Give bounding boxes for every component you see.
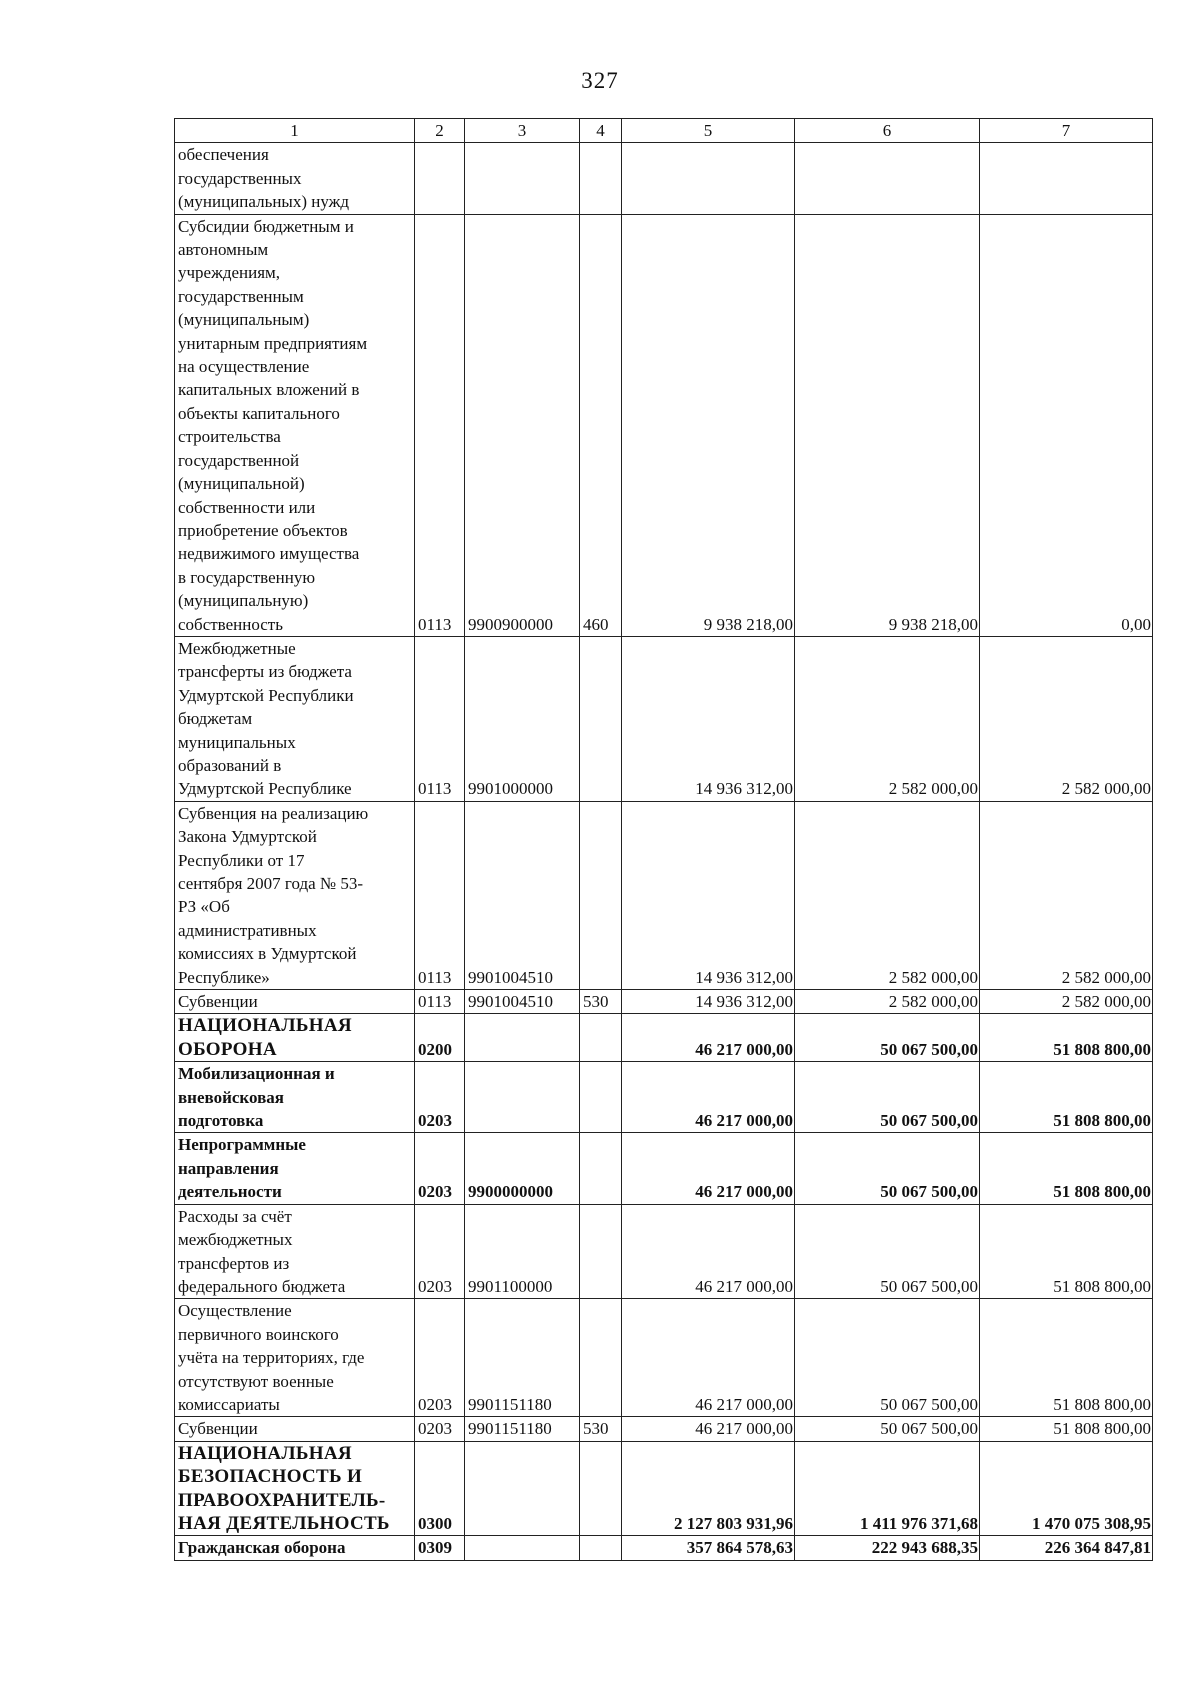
row-name-line: (муниципальной) xyxy=(178,474,305,494)
row-name-line: недвижимого имущества xyxy=(178,544,360,564)
target-article-cell: 9901004510 xyxy=(465,990,580,1014)
expense-type-cell xyxy=(580,636,622,801)
row-name-cell xyxy=(175,1299,415,1417)
row-name-line: НАЯ ДЕЯТЕЛЬНОСТЬ xyxy=(178,1512,390,1534)
row-name-line: образований в xyxy=(178,755,282,775)
row-name-line: ПРАВООХРАНИТЕЛЬ- xyxy=(178,1489,386,1511)
row-name-line: Республики от 17 xyxy=(178,850,305,870)
row-name-line: отсутствуют военные xyxy=(178,1371,334,1391)
row-name-cell xyxy=(175,990,415,1014)
amount-year2-cell: 50 067 500,00 xyxy=(795,1417,980,1441)
table-row xyxy=(175,1441,1153,1536)
amount-year1-cell: 46 217 000,00 xyxy=(622,1133,795,1204)
row-name-line: государственной xyxy=(178,450,300,470)
amount-year2-cell: 2 582 000,00 xyxy=(795,636,980,801)
expense-type-cell xyxy=(580,143,622,214)
amount-year1-cell: 2 127 803 931,96 xyxy=(622,1441,795,1536)
row-name-line: Межбюджетные xyxy=(178,638,296,658)
section-code-cell: 0113 xyxy=(415,214,465,636)
amount-year3-cell: 226 364 847,81 xyxy=(980,1536,1153,1560)
section-code-cell: 0200 xyxy=(415,1014,465,1062)
amount-year2-cell: 50 067 500,00 xyxy=(795,1014,980,1062)
amount-year2-cell: 50 067 500,00 xyxy=(795,1062,980,1133)
row-name-cell xyxy=(175,1062,415,1133)
page-number: 327 xyxy=(581,68,619,93)
row-name-line: строительства xyxy=(178,427,281,447)
section-code-cell: 0300 xyxy=(415,1441,465,1536)
row-name-line: первичного воинского xyxy=(178,1324,339,1344)
expense-type-cell xyxy=(580,801,622,989)
row-name-line: учёта на территориях, где xyxy=(178,1348,365,1368)
amount-year3-cell: 0,00 xyxy=(980,214,1153,636)
amount-year2-cell: 50 067 500,00 xyxy=(795,1299,980,1417)
amount-year1-cell: 46 217 000,00 xyxy=(622,1204,795,1299)
row-name-line: Непрограммные xyxy=(178,1135,306,1155)
expense-type-cell xyxy=(580,1014,622,1062)
row-name-line: (муниципальную) xyxy=(178,591,309,611)
expense-type-cell: 460 xyxy=(580,214,622,636)
row-name-line: на осуществление xyxy=(178,357,310,377)
row-name-line: сентября 2007 года № 53- xyxy=(178,874,364,893)
target-article-cell: 9901151180 xyxy=(465,1299,580,1417)
table-row xyxy=(175,1204,1153,1299)
target-article-cell xyxy=(465,1014,580,1062)
amount-year1-cell: 9 938 218,00 xyxy=(622,214,795,636)
section-code-cell: 0203 xyxy=(415,1299,465,1417)
row-name-line: автономным xyxy=(178,240,269,260)
row-name-line: направления xyxy=(178,1158,279,1178)
row-name-cell xyxy=(175,636,415,801)
amount-year3-cell: 51 808 800,00 xyxy=(980,1133,1153,1204)
section-code-cell xyxy=(415,143,465,214)
target-article-cell: 9901000000 xyxy=(465,636,580,801)
row-name-cell xyxy=(175,143,415,214)
row-name-line: в государственную xyxy=(178,567,316,587)
row-name-line: Закона Удмуртской xyxy=(178,827,317,847)
row-name-line: Расходы за счёт xyxy=(178,1206,292,1226)
table-row xyxy=(175,214,1153,636)
row-name-line: федерального бюджета xyxy=(178,1276,346,1296)
expense-type-cell xyxy=(580,1133,622,1204)
amount-year3-cell: 2 582 000,00 xyxy=(980,801,1153,989)
row-name-cell xyxy=(175,214,415,636)
section-code-cell: 0203 xyxy=(415,1133,465,1204)
column-header: 3 xyxy=(465,119,580,143)
row-name-line: трансферты из бюджета xyxy=(178,662,352,682)
row-name-line: комиссиях в Удмуртской xyxy=(178,944,357,964)
amount-year3-cell: 51 808 800,00 xyxy=(980,1062,1153,1133)
row-name-line: муниципальных xyxy=(178,732,296,752)
amount-year3-cell: 51 808 800,00 xyxy=(980,1299,1153,1417)
amount-year3-cell: 2 582 000,00 xyxy=(980,990,1153,1014)
table-row xyxy=(175,636,1153,801)
row-name-line: Гражданская оборона xyxy=(178,1538,346,1558)
expense-type-cell: 530 xyxy=(580,990,622,1014)
row-name-line: Осуществление xyxy=(178,1301,292,1321)
row-name-cell xyxy=(175,1014,415,1062)
amount-year1-cell: 46 217 000,00 xyxy=(622,1417,795,1441)
row-name-line: РЗ «Об xyxy=(178,897,230,917)
table-row xyxy=(175,1299,1153,1417)
section-code-cell: 0113 xyxy=(415,636,465,801)
amount-year2-cell: 50 067 500,00 xyxy=(795,1133,980,1204)
row-name-line: бюджетам xyxy=(178,709,253,729)
column-header: 7 xyxy=(980,119,1153,143)
amount-year3-cell: 51 808 800,00 xyxy=(980,1014,1153,1062)
column-header: 2 xyxy=(415,119,465,143)
row-name-line: учреждениям, xyxy=(178,263,281,283)
expense-type-cell xyxy=(580,1204,622,1299)
row-name-cell xyxy=(175,1133,415,1204)
amount-year3-cell: 1 470 075 308,95 xyxy=(980,1441,1153,1536)
row-name-line: Удмуртской Республике xyxy=(178,779,352,799)
section-code-cell: 0309 xyxy=(415,1536,465,1560)
amount-year2-cell: 222 943 688,35 xyxy=(795,1536,980,1560)
section-code-cell: 0203 xyxy=(415,1417,465,1441)
expense-type-cell xyxy=(580,1536,622,1560)
amount-year1-cell: 14 936 312,00 xyxy=(622,636,795,801)
target-article-cell: 9901151180 xyxy=(465,1417,580,1441)
row-name-line: капитальных вложений в xyxy=(178,380,360,400)
row-name-line: (муниципальных) нужд xyxy=(178,192,350,212)
table-row xyxy=(175,990,1153,1014)
row-name-line: НАЦИОНАЛЬНАЯ xyxy=(178,1442,352,1464)
amount-year1-cell: 46 217 000,00 xyxy=(622,1062,795,1133)
target-article-cell: 9900000000 xyxy=(465,1133,580,1204)
row-name-line: Республике» xyxy=(178,967,270,987)
amount-year2-cell xyxy=(795,143,980,214)
row-name-line: обеспечения xyxy=(178,145,269,165)
row-name-line: БЕЗОПАСНОСТЬ И xyxy=(178,1466,363,1488)
target-article-cell xyxy=(465,1062,580,1133)
row-name-line: собственность xyxy=(178,614,283,634)
amount-year2-cell: 2 582 000,00 xyxy=(795,990,980,1014)
table-body xyxy=(175,119,1153,1561)
row-name-line: Удмуртской Республики xyxy=(178,685,354,705)
amount-year2-cell: 50 067 500,00 xyxy=(795,1204,980,1299)
row-name-line: деятельности xyxy=(178,1182,282,1202)
target-article-cell xyxy=(465,1536,580,1560)
expense-type-cell: 530 xyxy=(580,1417,622,1441)
row-name-line: собственности или xyxy=(178,497,316,517)
amount-year1-cell: 46 217 000,00 xyxy=(622,1299,795,1417)
row-name-line: государственным xyxy=(178,286,304,306)
table-row xyxy=(175,1062,1153,1133)
row-name-line: трансфертов из xyxy=(178,1253,290,1273)
row-name-line: комиссариаты xyxy=(178,1394,280,1414)
row-name-line: административных xyxy=(178,920,317,940)
row-name-line: межбюджетных xyxy=(178,1230,293,1250)
target-article-cell xyxy=(465,1441,580,1536)
row-name-cell xyxy=(175,801,415,989)
target-article-cell xyxy=(465,143,580,214)
amount-year1-cell: 357 864 578,63 xyxy=(622,1536,795,1560)
expense-type-cell xyxy=(580,1441,622,1536)
row-name-line: НАЦИОНАЛЬНАЯ xyxy=(178,1015,352,1037)
row-name-cell xyxy=(175,1536,415,1560)
row-name-line: Мобилизационная и xyxy=(178,1064,335,1084)
column-header: 5 xyxy=(622,119,795,143)
column-header: 1 xyxy=(175,119,415,143)
row-name-line: вневойсковая xyxy=(178,1087,284,1107)
row-name-line: (муниципальным) xyxy=(178,310,310,330)
expense-type-cell xyxy=(580,1299,622,1417)
table-row xyxy=(175,1417,1153,1441)
row-name-line: подготовка xyxy=(178,1111,264,1131)
row-name-line: унитарным предприятиям xyxy=(178,333,368,353)
expense-type-cell xyxy=(580,1062,622,1133)
table-row xyxy=(175,143,1153,214)
header-row xyxy=(175,119,1153,143)
row-name-line: Субвенции xyxy=(178,992,258,1012)
amount-year1-cell: 46 217 000,00 xyxy=(622,1014,795,1062)
table-row xyxy=(175,1014,1153,1062)
amount-year2-cell: 9 938 218,00 xyxy=(795,214,980,636)
row-name-cell xyxy=(175,1204,415,1299)
table-row xyxy=(175,1133,1153,1204)
row-name-cell xyxy=(175,1441,415,1536)
target-article-cell: 9901004510 xyxy=(465,801,580,989)
target-article-cell: 9901100000 xyxy=(465,1204,580,1299)
column-header: 6 xyxy=(795,119,980,143)
amount-year2-cell: 2 582 000,00 xyxy=(795,801,980,989)
section-code-cell: 0203 xyxy=(415,1204,465,1299)
target-article-cell: 9900900000 xyxy=(465,214,580,636)
column-header: 4 xyxy=(580,119,622,143)
table-row xyxy=(175,801,1153,989)
row-name-cell xyxy=(175,1417,415,1441)
amount-year1-cell xyxy=(622,143,795,214)
section-code-cell: 0113 xyxy=(415,801,465,989)
row-name-line: ОБОРОНА xyxy=(178,1038,277,1060)
amount-year1-cell: 14 936 312,00 xyxy=(622,801,795,989)
amount-year3-cell: 51 808 800,00 xyxy=(980,1204,1153,1299)
amount-year2-cell: 1 411 976 371,68 xyxy=(795,1441,980,1536)
budget-table xyxy=(174,118,1153,1561)
row-name-line: Субвенции xyxy=(178,1419,258,1439)
row-name-line: Субвенция на реализацию xyxy=(178,803,369,823)
row-name-line: объекты капитального xyxy=(178,403,340,423)
table-row xyxy=(175,1536,1153,1560)
row-name-line: государственных xyxy=(178,168,302,188)
amount-year1-cell: 14 936 312,00 xyxy=(622,990,795,1014)
amount-year3-cell: 51 808 800,00 xyxy=(980,1417,1153,1441)
amount-year3-cell xyxy=(980,143,1153,214)
row-name-line: приобретение объектов xyxy=(178,520,348,540)
section-code-cell: 0203 xyxy=(415,1062,465,1133)
section-code-cell: 0113 xyxy=(415,990,465,1014)
amount-year3-cell: 2 582 000,00 xyxy=(980,636,1153,801)
row-name-line: Субсидии бюджетным и xyxy=(178,216,354,236)
